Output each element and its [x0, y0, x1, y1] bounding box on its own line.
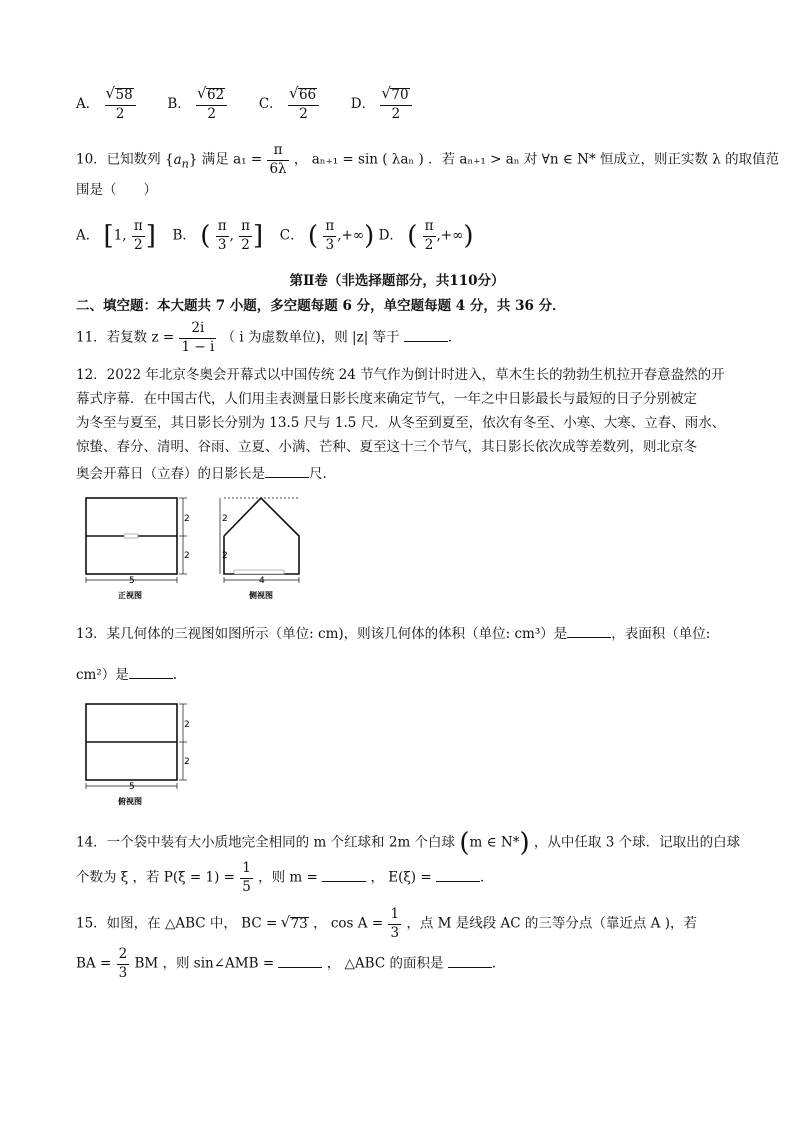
q15-line2-mid2: ， △ABC 的面积是 — [326, 955, 444, 972]
q9-option-d-value — [380, 88, 411, 121]
q12-answer-blank[interactable] — [265, 465, 309, 478]
q10-option-b-label: B． — [172, 227, 196, 244]
top-dim-5: 5 — [129, 782, 135, 792]
q9-options-row — [76, 88, 413, 121]
q15-line2 — [76, 948, 496, 980]
q10-line1 — [76, 144, 779, 176]
q15-den2: 3 — [118, 964, 128, 981]
q9-option-a-value — [105, 88, 136, 121]
q10-option-c-den: 3 — [323, 236, 336, 253]
q15-line2-mid: BM ，则 sin∠AMB = — [134, 955, 275, 972]
q14-line2-e: ， E(ξ) = — [370, 869, 432, 886]
top-view-figure — [80, 698, 210, 810]
q9-option-d-denominator: 2 — [380, 105, 411, 122]
q15-line1 — [76, 908, 697, 940]
q14-line1: 14．一个袋中装有大小质地完全相同的 m 个红球和 2m 个白球 (m ∈ N*) ，从中任取 3 个球．记取出的白球 — [76, 828, 741, 858]
q15-line2-pre: BA = — [76, 955, 112, 972]
q10-option-c-inf: ,+∞ — [337, 227, 365, 244]
q9-option-d-radicand: √ 70 — [390, 88, 409, 103]
q12-line5-post: 尺. — [309, 466, 327, 482]
q11 — [76, 322, 461, 354]
front-dim-2b: 2 — [184, 551, 190, 561]
q9-option-d-label: D． — [350, 96, 376, 112]
q11-fraction — [179, 322, 216, 354]
q15-radicand: √ 73 — [290, 917, 309, 932]
q15-sin-blank[interactable] — [278, 955, 322, 968]
q14-line1-post: ，从中任取 3 个球．记取出的白球 — [533, 834, 741, 851]
q9-option-b-denominator: 2 — [196, 105, 227, 122]
side-dim-2a: 2 — [222, 514, 228, 524]
q15-num2: 2 — [118, 946, 128, 962]
q9-option-b-label: B． — [167, 96, 191, 112]
top-view-label: 俯视图 — [118, 797, 142, 806]
front-view-label: 正视图 — [118, 591, 142, 600]
q10-line2: 围是（ ） — [76, 182, 157, 198]
q9-option-b-value — [196, 88, 227, 121]
q10-a1-num: π — [273, 142, 283, 158]
section-heading: 二、填空题：本大题共 7 小题，多空题每题 6 分，单空题每题 4 分，共 36 分． — [76, 298, 566, 314]
q15-den: 3 — [390, 924, 400, 941]
q12-line2: 幕式序幕．在中国古代，人们用圭表测量日影长度来确定节气，一年之中日影最长与最短的日子分别被定 — [76, 391, 697, 407]
q9-option-a-denominator: 2 — [105, 105, 136, 122]
q10-option-c-label: C． — [279, 227, 304, 244]
q11-answer-blank[interactable] — [404, 329, 448, 342]
q10-option-d-den: 2 — [423, 236, 436, 253]
q12-line5 — [76, 465, 327, 482]
q13-volume-blank[interactable] — [567, 625, 611, 638]
q9-option-a-radicand: √ 58 — [115, 88, 134, 103]
q10-option-a-num: π — [133, 218, 143, 234]
q15-cos-fraction — [388, 908, 401, 940]
q12-line3: 为冬至与夏至，其日影长分别为 13.5 尺与 1.5 尺．从冬至到夏至，依次有冬至、小寒、大寒、立春、雨水、 — [76, 415, 726, 431]
q10-option-d-num: π — [424, 218, 434, 234]
q12-line4: 惊蛰、春分、清明、谷雨、立夏、小满、芒种、夏至这十三个节气，其日影长依次成等差数列，则北京冬 — [76, 439, 697, 455]
q10-option-a-label: A． — [76, 227, 100, 244]
q15-end: . — [491, 955, 497, 972]
top-dim-2b: 2 — [184, 757, 190, 767]
q12-line1: 12．2022 年北京冬奥会开幕式以中国传统 24 节气作为倒计时进入，草木生长的勃勃生机拉开春意盎然的开 — [76, 367, 725, 383]
q10-option-b-frac2 — [239, 220, 252, 252]
top-dim-2a: 2 — [184, 720, 190, 730]
q11-end: ． — [447, 329, 462, 346]
q14-den: 5 — [242, 878, 251, 895]
side-view-label: 侧视图 — [249, 591, 273, 600]
q15-line1-post: ，点 M 是线段 AC 的三等分点（靠近点 A )，若 — [406, 915, 697, 932]
q9-option-c-radicand: √ 66 — [298, 88, 317, 103]
section-title: 第Ⅱ卷（非选择题部分，共110分） — [289, 273, 505, 289]
q10-options-row: A． [1, $\frac{\pi}{2}$ ] B． ( $\frac{\pi}{3}$ , $\frac{\pi}{2}$ ] C． ( $\frac{\pi}{3}$ ,+∞) D． ( $\frac{\pi}{2}$ ,+∞) — [76, 218, 474, 253]
q10-a1-fraction — [267, 144, 288, 176]
q13-line1 — [76, 625, 710, 642]
q10-option-b-num2: π — [241, 218, 251, 234]
q14-end: ． — [479, 869, 494, 886]
q15-num: 1 — [390, 906, 400, 922]
q14-line1-pre: 14．一个袋中装有大小质地完全相同的 m 个红球和 2m 个白球 — [76, 834, 456, 851]
q13-line1-mid: ，表面积（单位: — [611, 626, 711, 642]
q11-den: 1 − i — [181, 338, 215, 355]
q14-line2 — [76, 862, 493, 894]
q11-post: （ i 为虚数单位)，则 |z| 等于 — [221, 329, 400, 346]
q11-pre: 11．若复数 z = — [76, 329, 175, 346]
q10-option-d-frac — [423, 220, 436, 252]
side-dim-2b: 2 — [222, 551, 228, 561]
q13-line2-post: . — [172, 667, 178, 683]
q9-option-c-label: C． — [258, 96, 283, 112]
q14-fraction — [240, 862, 253, 894]
q15-cos: ， cos A = — [313, 915, 384, 932]
q9-option-c-denominator: 2 — [288, 105, 319, 122]
q10-option-d-inf: ,+∞ — [436, 227, 464, 244]
side-dim-4: 4 — [259, 576, 265, 586]
q14-set: m ∈ N* — [469, 834, 520, 851]
q10-option-b-num1: π — [217, 218, 227, 234]
q10-option-b-den2: 2 — [239, 236, 252, 253]
q13-line1-pre: 13．某几何体的三视图如图所示（单位: cm)，则该几何体的体积（单位: cm³）是 — [76, 626, 568, 642]
q10-option-c-frac — [323, 220, 336, 252]
q10-option-a-frac — [132, 220, 145, 252]
q10-intro: 10．已知数列 — [76, 151, 161, 168]
side-view-figure — [210, 492, 320, 604]
q13-line2 — [76, 666, 177, 683]
q10-option-a-den: 2 — [132, 236, 145, 253]
q10-option-a-left: 1, — [113, 227, 127, 244]
q10-option-b-frac1 — [216, 220, 229, 252]
q10-sequence: $\{a_n\}$ — [164, 151, 198, 171]
q14-num: 1 — [242, 860, 251, 876]
q13-area-blank[interactable] — [129, 666, 173, 679]
q10-a1-den: 6λ — [269, 160, 287, 177]
q15-area-blank[interactable] — [448, 955, 492, 968]
q14-line2-pre: 个数为 ξ ，若 P(ξ = 1) = — [76, 869, 235, 886]
q10-satisfies: 满足 — [201, 151, 229, 168]
front-dim-2a: 2 — [184, 514, 190, 524]
q15-ratio-fraction — [117, 948, 130, 980]
q11-num: 2i — [191, 320, 205, 336]
q14-e-blank[interactable] — [436, 869, 480, 882]
q10-option-d-label: D． — [378, 227, 403, 244]
front-dim-5: 5 — [129, 576, 135, 586]
q9-option-b-radicand: √ 62 — [206, 88, 225, 103]
q15-line1-pre: 15．如图，在 △ABC 中， BC = — [76, 915, 282, 932]
q10-option-c-num: π — [325, 218, 335, 234]
q14-m-blank[interactable] — [322, 869, 366, 882]
q9-option-a-label: A． — [76, 96, 100, 112]
q9-option-c-value — [288, 88, 319, 121]
q10-option-b-comma: , — [229, 227, 234, 244]
q10-a1: a₁ = — [233, 151, 263, 168]
q10-option-b-den1: 3 — [216, 236, 229, 253]
q10-recurrence: ， aₙ₊₁ = sin ( λaₙ ) ．若 aₙ₊₁ > aₙ 对 ∀n ∈ N* 恒成立，则正实数 λ 的取值范 — [293, 151, 780, 168]
q12-line5-pre: 奥会开幕日（立春）的日影长是 — [76, 466, 265, 482]
q14-line2-mid: ，则 m = — [258, 869, 318, 886]
q13-line2-pre: cm²）是 — [76, 667, 129, 683]
